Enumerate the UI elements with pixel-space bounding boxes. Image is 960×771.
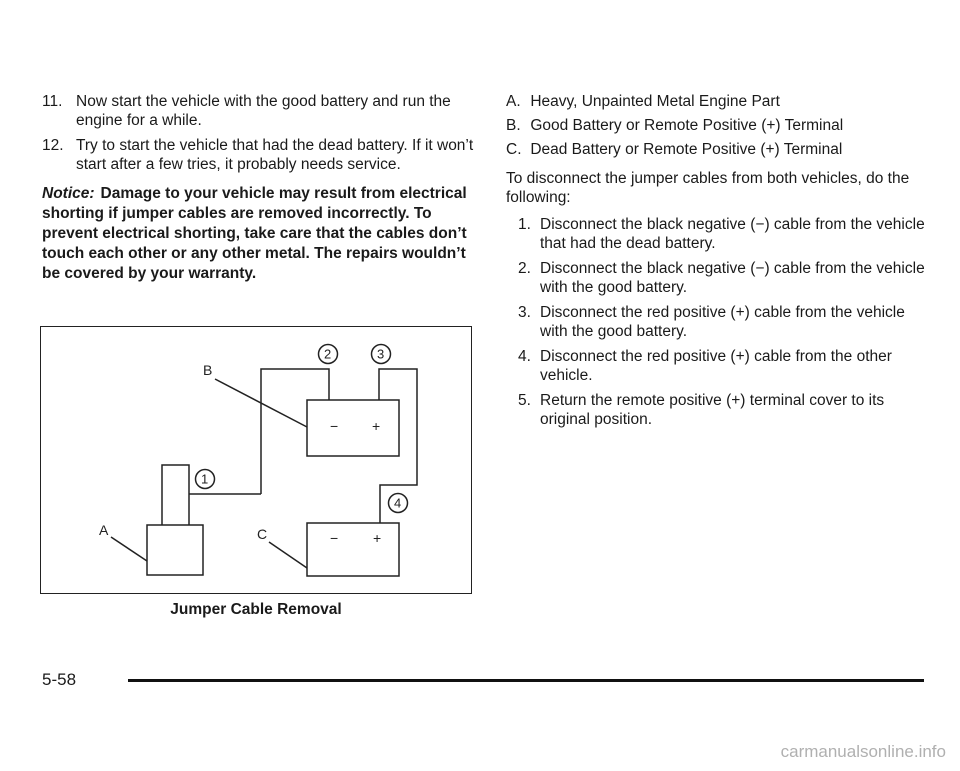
legend-key: B. [506,117,521,134]
footer-rule [128,679,924,682]
step-12 [42,136,474,174]
cable-negative-good [261,369,329,494]
step-11 [42,92,474,130]
step-4 [518,347,926,385]
good-plus: + [372,418,381,434]
step-text: Disconnect the black negative (−) cable from the vehicle with the good battery. [540,260,925,296]
step-text: Disconnect the black negative (−) cable from the vehicle that had the dead battery. [540,216,925,252]
step-number: 1. [518,216,531,233]
step-number: 2. [518,260,531,277]
cable-ground [162,465,189,525]
label-a: A [99,522,109,538]
jumper-cable-diagram [40,326,472,594]
legend-a [506,92,926,111]
dead-minus: − [330,530,339,546]
legend-key: C. [506,141,522,158]
step-text: Now start the vehicle with the good battery and run the engine for a while. [76,93,451,129]
callout-1-text: 1 [201,471,209,487]
callout-4-text: 4 [394,495,402,511]
left-column [42,92,474,284]
step-2 [518,259,926,297]
step-3 [518,303,926,341]
notice-lead: Notice: [42,185,95,202]
notice-text: Damage to your vehicle may result from electrical shorting if jumper cables are removed incorrectly. To prevent electrical shorting, take care that the cables don’t touch each other or any other metal. The repairs wouldn’t be covered by your warranty. [42,185,467,282]
watermark: carmanualsonline.info [780,742,946,761]
callout-2-text: 2 [324,346,332,362]
dead-battery [307,523,399,576]
right-column [506,92,926,435]
legend-text: Dead Battery or Remote Positive (+) Terminal [530,141,843,158]
leader-a [111,537,147,561]
dead-plus: + [373,530,382,546]
engine-part [147,525,203,575]
label-c: C [257,526,268,542]
step-number: 3. [518,304,531,321]
good-battery [307,400,399,456]
page-number: 5-58 [42,670,77,689]
callout-3-text: 3 [377,346,385,362]
notice-block [42,184,474,284]
step-text: Disconnect the red positive (+) cable from the vehicle with the good battery. [540,304,905,340]
step-text: Return the remote positive (+) terminal cover to its original position. [540,392,885,428]
step-number: 11. [42,93,63,110]
step-text: Disconnect the red positive (+) cable from the other vehicle. [540,348,892,384]
label-b: B [203,362,213,378]
step-5 [518,391,926,429]
disconnect-steps [518,215,926,429]
step-text: Try to start the vehicle that had the dead battery. If it won’t start after a few tries, it probably needs service. [76,137,474,173]
diagram-svg [41,327,471,593]
legend-text: Heavy, Unpainted Metal Engine Part [530,93,780,110]
step-number: 12. [42,137,64,154]
good-minus: − [330,418,339,434]
legend-b [506,116,926,135]
intro-text: To disconnect the jumper cables from both vehicles, do the following: [506,170,910,206]
step-number: 5. [518,392,531,409]
legend-text: Good Battery or Remote Positive (+) Terminal [530,117,844,134]
legend-c [506,140,926,159]
legend-key: A. [506,93,521,110]
step-1 [518,215,926,253]
figure-caption: Jumper Cable Removal [170,601,342,618]
leader-c [269,542,307,568]
step-number: 4. [518,348,531,365]
